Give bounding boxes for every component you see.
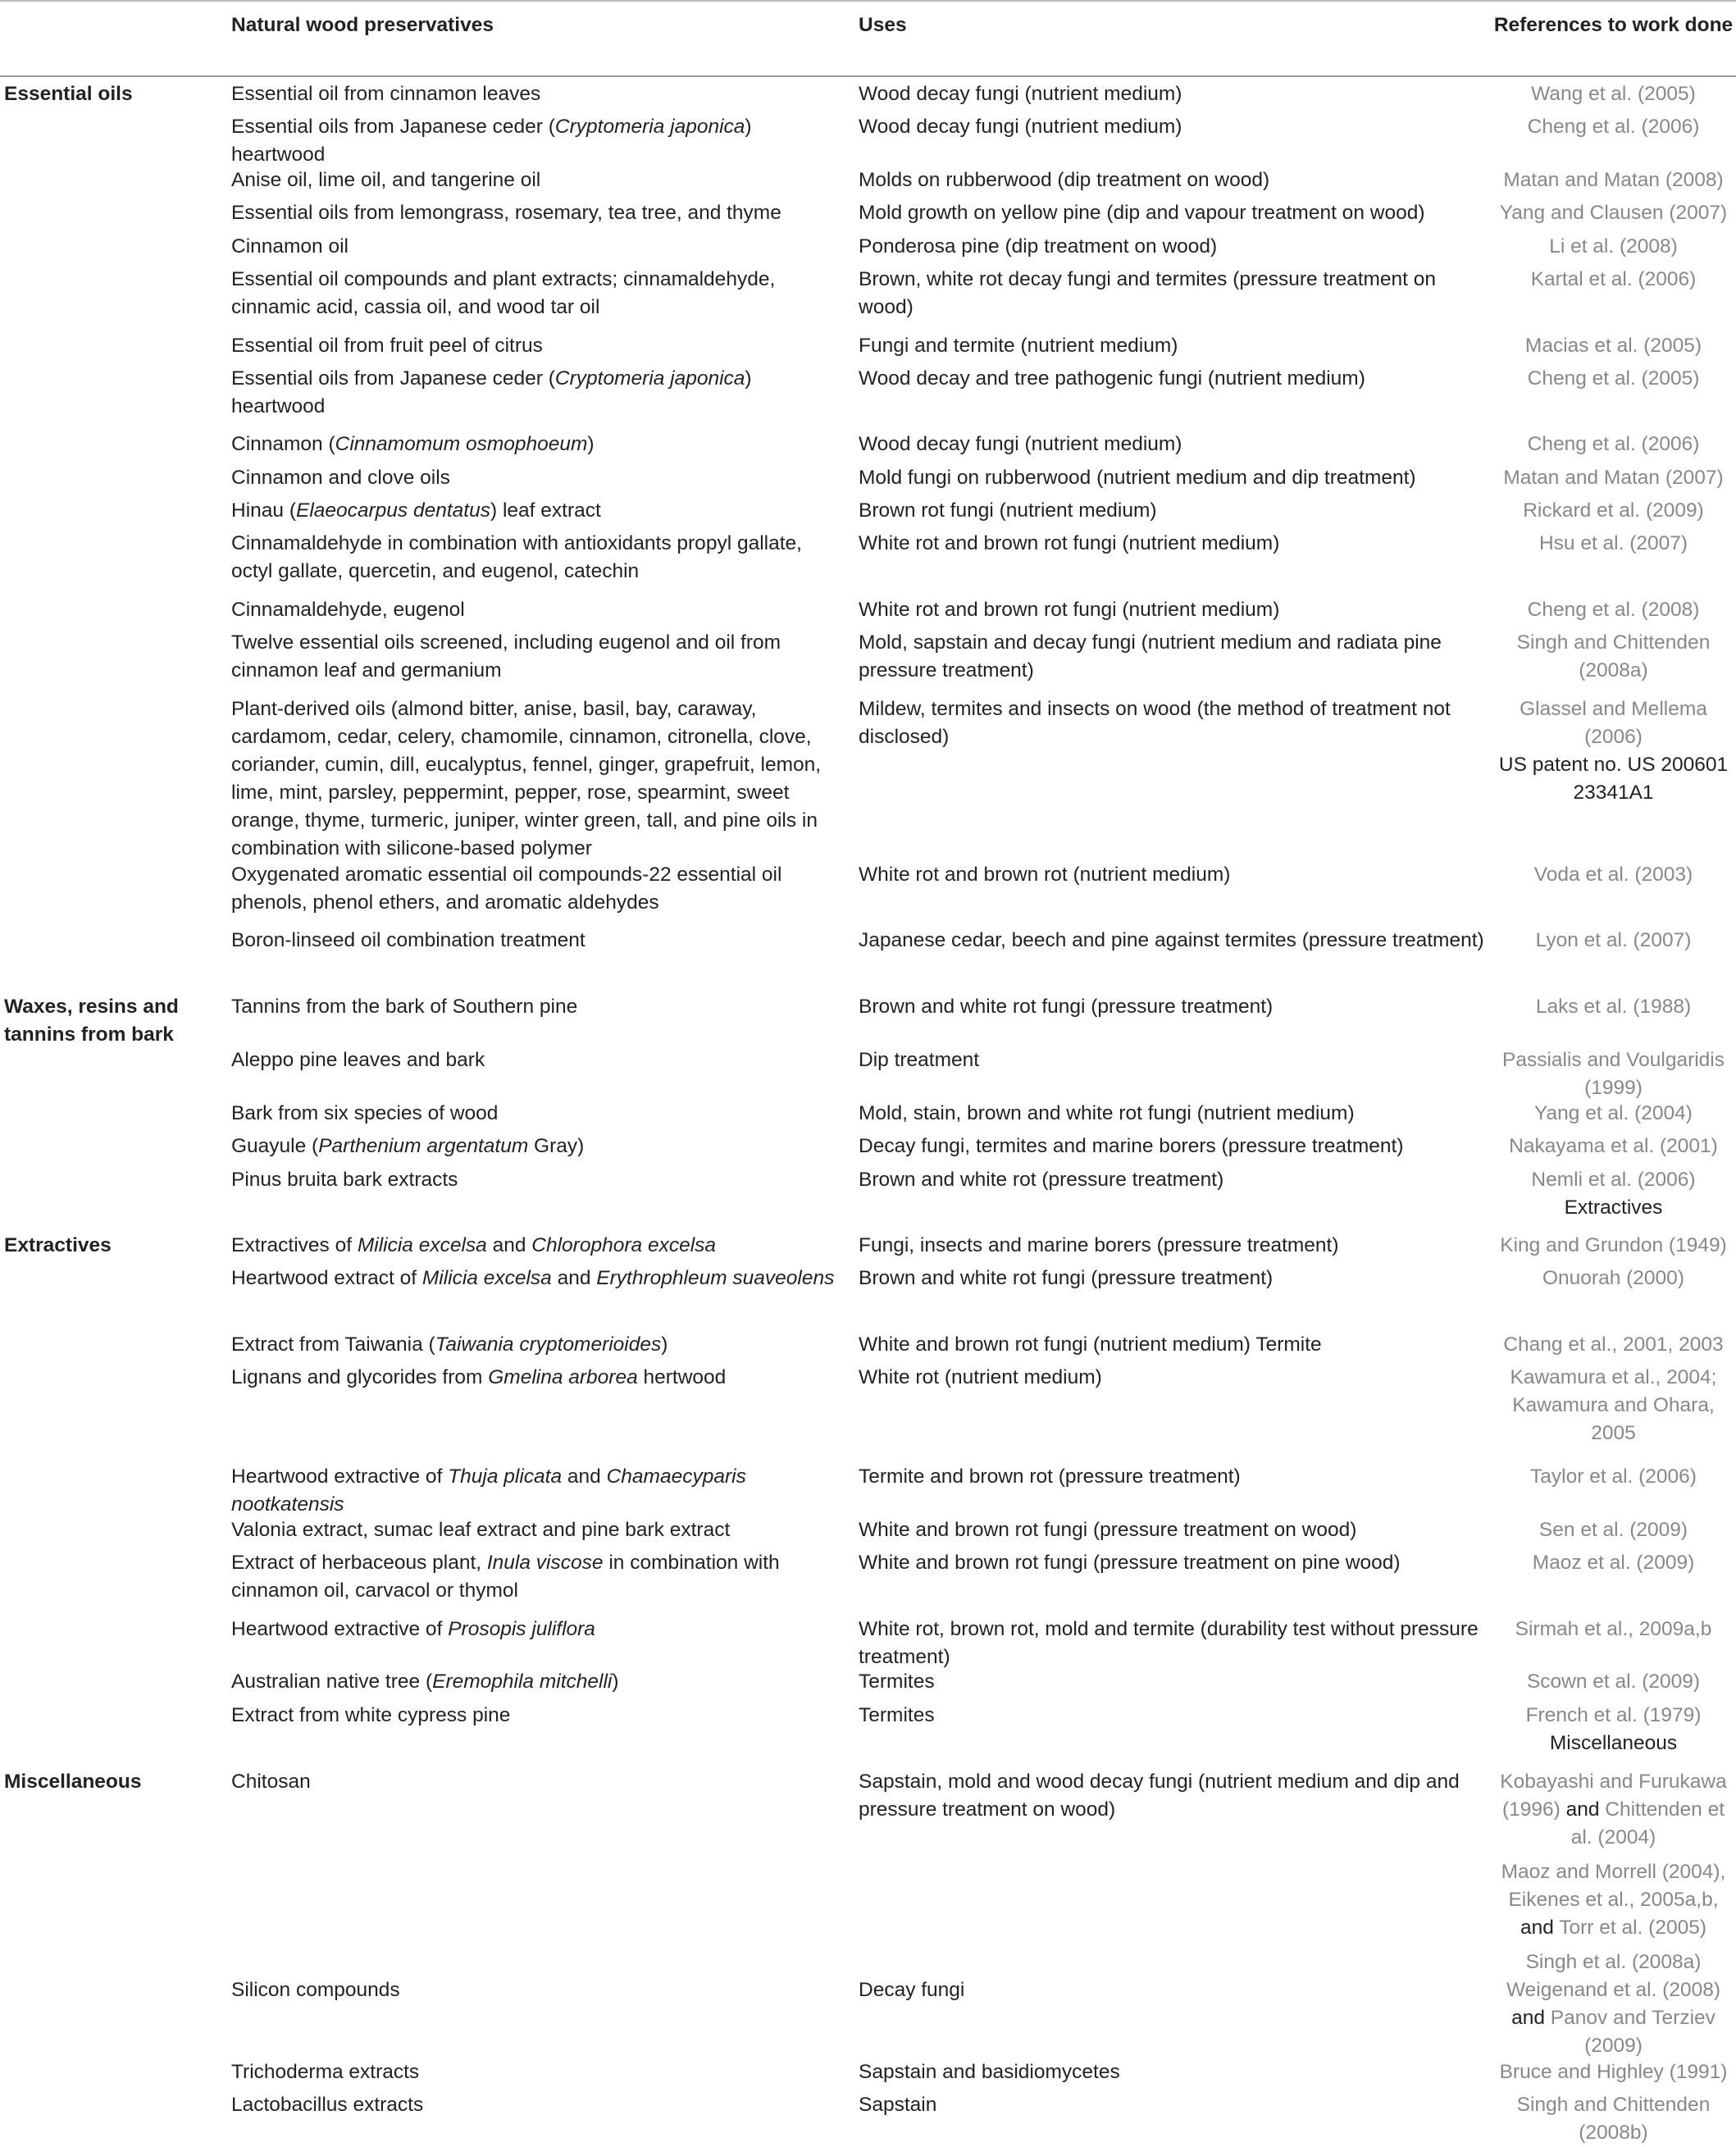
reference-link[interactable]: Lyon et al. (2007) [1535,929,1692,951]
reference-cell [1492,1668,1734,1696]
uses-cell: Decay fungi [859,1979,965,2001]
uses-cell: Wood decay fungi (nutrient medium) [859,116,1182,138]
preservative-cell: Twelve essential oils screened, including eugenol and oil from cinnamon leaf and germanium [231,631,781,681]
category-label: Miscellaneous [4,1771,142,1793]
reference-link[interactable]: Hsu et al. (2007) [1538,532,1688,554]
uses-cell: Ponderosa pine (dip treatment on wood) [859,235,1218,258]
reference-note: Miscellaneous [1549,1732,1678,1754]
reference-cell [1492,431,1734,458]
preservative-cell: Lignans and glycorides from Gmelina arborea hertwood [231,1366,727,1388]
reference-link[interactable]: Rickard et al. (2009) [1523,499,1704,522]
uses-cell: Termites [859,1704,935,1726]
preservative-cell: Extract from Taiwania (Taiwania cryptomerioides) [231,1333,668,1356]
reference-cell [1492,530,1734,558]
reference-note: US patent no. US 200601 23341A1 [1498,754,1729,804]
reference-link[interactable]: Cheng et al. (2005) [1527,367,1700,390]
preservative-cell: Aleppo pine leaves and bark [231,1049,485,1071]
preservative-cell: Guayule (Parthenium argentatum Gray) [231,1135,585,1157]
uses-cell: Wood decay fungi (nutrient medium) [859,433,1182,455]
uses-cell: Mold fungi on rubberwood (nutrient medium and dip treatment) [859,467,1416,489]
preservative-cell: Anise oil, lime oil, and tangerine oil [231,169,541,191]
reference-cell [1492,1616,1734,1643]
uses-cell: Fungi, insects and marine borers (pressure treatment) [859,1234,1339,1256]
reference-cell [1492,1232,1734,1260]
reference-cell [1492,1702,1734,1757]
preservative-cell: Silicon compounds [231,1979,400,2001]
reference-link[interactable]: Sirmah et al., 2009a,b [1515,1618,1712,1640]
preservative-cell: Extract from white cypress pine [231,1704,511,1726]
header-preservatives: Natural wood preservatives [231,14,494,36]
category-label: Essential oils [4,83,133,105]
preservative-cell: Heartwood extractive of Thuja plicata and Chamaecyparis nootkatensis [231,1466,746,1516]
preservative-cell: Essential oils from lemongrass, rosemary, tea tree, and thyme [231,202,781,224]
reference-cell [1492,1364,1734,1447]
reference-link[interactable]: Wang et al. (2005) [1531,83,1696,105]
preservative-cell: Cinnamaldehyde, eugenol [231,599,465,621]
header-uses: Uses [859,14,907,36]
reference-cell [1492,993,1734,1021]
preservative-cell: Essential oil from cinnamon leaves [231,83,541,105]
uses-cell: Wood decay and tree pathogenic fungi (nutrient medium) [859,367,1365,390]
uses-cell: Brown and white rot fungi (pressure treatment) [859,1267,1274,1289]
preservative-cell: Essential oil compounds and plant extracts; cinnamaldehyde, cinnamic acid, cassia oil, and wood tar oil [231,268,776,318]
reference-cell [1492,1265,1734,1292]
reference-link[interactable]: Weigenand et al. (2008) and Panov and Terziev (2009) [1506,1979,1721,2057]
reference-cell [1492,1516,1734,1544]
reference-cell [1492,927,1734,955]
reference-cell [1492,629,1734,685]
uses-cell: Mold, stain, brown and white rot fungi (nutrient medium) [859,1102,1355,1124]
preservative-cell: Essential oils from Japanese ceder (Cryptomeria japonica) heartwood [231,116,752,166]
uses-cell: Japanese cedar, beech and pine against termites (pressure treatment) [859,929,1484,951]
reference-link[interactable]: Yang and Clausen (2007) [1499,202,1728,224]
reference-cell [1492,1549,1734,1577]
reference-link[interactable]: Kartal et al. (2006) [1530,268,1697,290]
preservative-cell: Oxygenated aromatic essential oil compounds-22 essential oil phenols, phenol ethers, and aromatic aldehydes [231,864,782,914]
preservative-cell: Extractives of Milicia excelsa and Chlorophora excelsa [231,1234,717,1256]
preservative-cell: Cinnamon (Cinnamomum osmophoeum) [231,433,595,455]
uses-cell: Brown and white rot fungi (pressure treatment) [859,996,1274,1018]
reference-link[interactable]: Nakayama et al. (2001) [1509,1135,1718,1157]
uses-cell: Decay fungi, termites and marine borers (pressure treatment) [859,1135,1404,1157]
reference-cell [1492,1331,1734,1359]
reference-link[interactable]: Taylor et al. (2006) [1530,1466,1697,1488]
reference-link[interactable]: Nemli et al. (2006) [1531,1169,1696,1191]
uses-cell: Dip treatment [859,1049,980,1071]
category-label: Waxes, resins and tannins from bark [4,996,179,1046]
reference-link[interactable]: Yang et al. (2004) [1534,1102,1693,1124]
uses-cell: White rot and brown rot fungi (nutrient medium) [859,532,1280,554]
reference-cell [1492,1046,1734,1102]
reference-cell [1492,80,1734,108]
reference-cell [1492,332,1734,360]
reference-note: Extractives [1564,1197,1663,1219]
preservative-cell: Chitosan [231,1771,311,1793]
reference-cell [1492,1133,1734,1160]
reference-cell [1492,464,1734,492]
reference-cell [1492,266,1734,294]
uses-cell: Wood decay fungi (nutrient medium) [859,83,1182,105]
preservative-cell: Essential oil from fruit peel of citrus [231,335,543,357]
uses-cell: Brown and white rot (pressure treatment) [859,1169,1224,1191]
reference-link[interactable]: Kawamura et al., 2004; Kawamura and Ohara, 2005 [1510,1366,1717,1444]
preservative-cell: Tannins from the bark of Southern pine [231,996,578,1018]
reference-link[interactable]: Bruce and Highley (1991) [1499,2061,1728,2083]
preservative-cell: Heartwood extractive of Prosopis juliflora [231,1618,595,1640]
preservative-cell: Plant-derived oils (almond bitter, anise, basil, bay, caraway, cardamom, cedar, celery, chamomile, cinnamon, citronella, clove, coriander, cumin, dill, eucalyptus, fennel, ginger, grapefruit, lemon, lime, mint, parsley, peppermint, pepper, rose, spearmint, sweet orange, thyme, turmeric, juniper, winter green, tall, and pine oils in combination with silicone-based polymer [231,698,822,859]
uses-cell: Fungi and termite (nutrient medium) [859,335,1178,357]
reference-link[interactable]: Chang et al., 2001, 2003 [1503,1333,1724,1356]
reference-link[interactable]: Macias et al. (2005) [1524,335,1702,357]
preservative-cell: Lactobacillus extracts [231,2094,424,2116]
reference-link[interactable]: King and Grundon (1949) [1500,1234,1727,1256]
uses-cell: Brown, white rot decay fungi and termites (pressure treatment on wood) [859,268,1437,318]
reference-link[interactable]: Voda et al. (2003) [1533,864,1693,886]
uses-cell: Termites [859,1671,935,1693]
preservative-cell: Pinus bruita bark extracts [231,1169,458,1191]
reference-cell [1492,861,1734,889]
uses-cell: White and brown rot fungi (pressure treatment on wood) [859,1519,1357,1541]
uses-cell: White and brown rot fungi (nutrient medium) Termite [859,1333,1322,1356]
reference-cell [1492,695,1734,807]
reference-link[interactable]: Onuorah (2000) [1542,1267,1684,1289]
reference-cell [1492,1976,1734,2060]
uses-cell: Mildew, termites and insects on wood (the method of treatment not disclosed) [859,698,1451,748]
table-header [0,0,1736,77]
uses-cell: Sapstain, mold and wood decay fungi (nutrient medium and dip and pressure treatment on wood) [859,1771,1460,1821]
uses-cell: Mold, sapstain and decay fungi (nutrient medium and radiata pine pressure treatment) [859,631,1442,681]
reference-cell [1492,497,1734,525]
preservative-cell: Heartwood extract of Milicia excelsa and Erythrophleum suaveolens [231,1267,835,1289]
reference-link[interactable]: Singh and Chittenden (2008a) [1516,631,1711,681]
preservative-cell: Australian native tree (Eremophila mitchelli) [231,1671,619,1693]
preservative-cell: Cinnamaldehyde in combination with antioxidants propyl gallate, octyl gallate, quercetin, and eugenol, catechin [231,532,802,582]
category-label: Extractives [4,1234,112,1256]
reference-cell [1492,1768,1734,1976]
header-references: References to work done [1493,14,1734,36]
reference-cell [1492,1100,1734,1128]
uses-cell: Termite and brown rot (pressure treatment) [859,1466,1241,1488]
uses-cell: White rot (nutrient medium) [859,1366,1102,1388]
preservative-cell: Trichoderma extracts [231,2061,420,2083]
reference-cell [1492,199,1734,227]
reference-link[interactable]: Singh and Chittenden (2008b) [1516,2094,1711,2144]
preservative-cell: Extract of herbaceous plant, Inula viscose in combination with cinnamon oil, carvacol or thymol [231,1552,780,1602]
reference-link[interactable]: Maoz et al. (2009) [1532,1552,1695,1574]
reference-cell [1492,233,1734,261]
reference-cell [1492,2091,1734,2147]
preservative-cell: Cinnamon oil [231,235,349,258]
reference-link[interactable]: French et al. (1979) [1525,1704,1702,1726]
uses-cell: Mold growth on yellow pine (dip and vapour treatment on wood) [859,202,1425,224]
reference-link[interactable]: Passialis and Voulgaridis (1999) [1501,1049,1725,1099]
reference-link[interactable]: Singh et al. (2008a) [1525,1951,1702,1973]
reference-cell [1492,113,1734,141]
uses-cell: White rot and brown rot (nutrient medium) [859,864,1231,886]
reference-link[interactable]: Cheng et al. (2006) [1527,116,1700,138]
reference-cell [1492,596,1734,624]
reference-link[interactable]: Matan and Matan (2007) [1503,467,1724,489]
preservative-cell: Essential oils from Japanese ceder (Cryptomeria japonica) heartwood [231,367,752,417]
uses-cell: White rot, brown rot, mold and termite (durability test without pressure treatment) [859,1618,1479,1668]
reference-cell [1492,1166,1734,1222]
reference-cell [1492,365,1734,393]
reference-link[interactable]: Laks et al. (1988) [1535,996,1692,1018]
preservative-cell: Cinnamon and clove oils [231,467,450,489]
reference-link[interactable]: Cheng et al. (2006) [1527,433,1700,455]
reference-cell [1492,2058,1734,2086]
uses-cell: Sapstain and basidiomycetes [859,2061,1120,2083]
reference-cell [1492,1463,1734,1491]
uses-cell: Brown rot fungi (nutrient medium) [859,499,1157,522]
reference-link[interactable]: Cheng et al. (2008) [1527,599,1700,621]
preservative-cell: Valonia extract, sumac leaf extract and pine bark extract [231,1519,731,1541]
uses-cell: Sapstain [859,2094,937,2116]
reference-link[interactable]: Sen et al. (2009) [1538,1519,1688,1541]
reference-link[interactable]: Kobayashi and Furukawa (1996) and Chittenden et al. (2004) [1500,1771,1727,1848]
reference-link[interactable]: Scown et al. (2009) [1526,1671,1701,1693]
uses-cell: White rot and brown rot fungi (nutrient medium) [859,599,1280,621]
uses-cell: White and brown rot fungi (pressure treatment on pine wood) [859,1552,1401,1574]
preservative-cell: Hinau (Elaeocarpus dentatus) leaf extract [231,499,601,522]
reference-cell [1492,166,1734,194]
preservative-cell: Boron-linseed oil combination treatment [231,929,586,951]
preservative-cell: Bark from six species of wood [231,1102,499,1124]
uses-cell: Molds on rubberwood (dip treatment on wood) [859,169,1270,191]
reference-link[interactable]: Maoz and Morrell (2004), Eikenes et al., 2005a,b, and Torr et al. (2005) [1501,1861,1726,1939]
reference-link[interactable]: Li et al. (2008) [1549,235,1678,258]
reference-link[interactable]: Glassel and Mellema (2006) [1520,698,1707,748]
reference-link[interactable]: Matan and Matan (2008) [1503,169,1724,191]
